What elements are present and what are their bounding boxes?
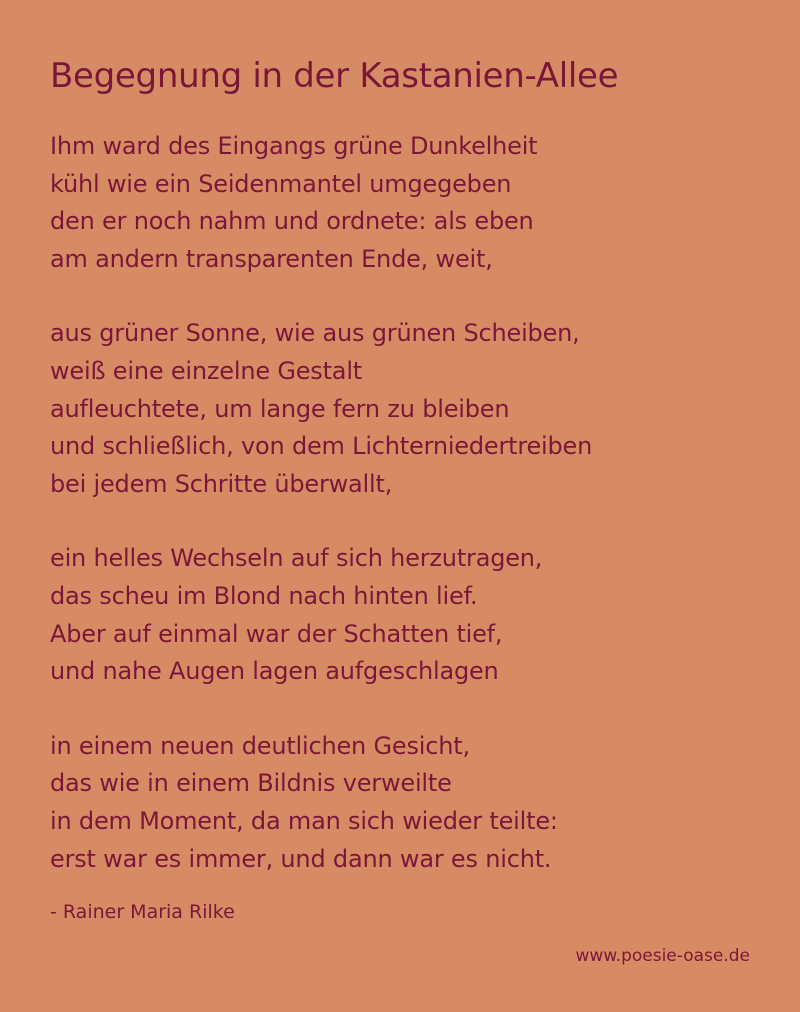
poem-line: den er noch nahm und ordnete: als eben [50,207,534,236]
poem-line: Ihm ward des Eingangs grüne Dunkelheit [50,132,538,160]
poem-line: erst war es immer, und dann war es nicht. [50,844,552,873]
stanza-3 [50,540,770,690]
poem-line: das wie in einem Bildnis verweilte [50,769,452,798]
stanza-4 [50,728,770,878]
poem-line: in dem Moment, da man sich wieder teilte: [50,806,558,835]
poem-line: in einem neuen deutlichen Gesicht, [50,731,470,760]
poem-line: weiß eine einzelne Gestalt [50,356,362,385]
poem-line: aufleuchtete, um lange fern zu bleiben [50,394,510,423]
stanza-1 [50,128,770,278]
poem-line: aus grüner Sonne, wie aus grünen Scheiben, [50,319,580,348]
poem-line: das scheu im Blond nach hinten lief. [50,581,478,610]
poem-line: und nahe Augen lagen aufgeschlagen [50,657,499,686]
poem-line: und schließlich, von dem Lichterniedertreiben [50,432,593,461]
poem-author: - Rainer Maria Rilke [50,901,235,923]
poem-line: am andern transparenten Ende, weit, [50,244,493,273]
poem-line: bei jedem Schritte überwallt, [50,469,393,498]
poem-line: ein helles Wechseln auf sich herzutragen, [50,544,543,573]
poem-line: Aber auf einmal war der Schatten tief, [50,619,503,648]
website-link[interactable]: www.poesie-oase.de [575,946,750,966]
poem-title: Begegnung in der Kastanien-Allee [50,56,619,96]
poem-line: kühl wie ein Seidenmantel umgegeben [50,169,512,198]
stanza-2 [50,315,770,503]
poem-body [50,128,770,915]
